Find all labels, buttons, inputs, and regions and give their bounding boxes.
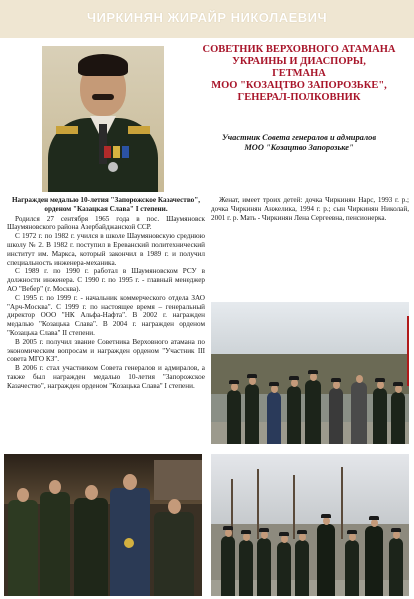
bio-paragraph: В 2005 г. получил звание Советника Верховного атамана по экономическим вопросам и награжден орденом "Участник III совета МГО КЗ".: [7, 337, 205, 364]
person-figure: [345, 540, 359, 596]
person-figure: [257, 538, 271, 596]
person-figure: [287, 386, 301, 444]
person-figure: [40, 492, 70, 596]
bio-paragraph: С 1989 г. по 1990 г. работал в Шаумяновском РСУ в должности инженера. С 1990 г. по 1995 г. - главный менеджер АО "Вебер" (г. Москва).: [7, 267, 205, 293]
audience-group: [154, 460, 202, 500]
person-figure: [239, 540, 253, 596]
biography-column: [7, 196, 205, 391]
person-figure: [365, 526, 383, 596]
sky-area: [211, 454, 409, 524]
person-figure: [391, 392, 405, 444]
award-heading: Награжден медалью 10-летия "Запорожское Казачество", орденом "Казацкая Слава" I степени.: [11, 196, 201, 213]
photo-parade-formation: [211, 454, 409, 596]
council-membership: [196, 133, 402, 153]
rank-title-line: МОО "КОЗАЦТВО ЗАПОРОЗЬКЕ",: [211, 80, 387, 91]
bare-tree: [341, 467, 343, 539]
person-figure: [245, 384, 259, 444]
flag-red: [407, 316, 409, 386]
rank-title-line: СОВЕТНИК ВЕРХОВНОГО АТАМАНА: [202, 44, 396, 55]
rank-title-line: ГЕТМАНА: [272, 68, 326, 79]
bio-paragraph: С 1995 г. по 1999 г. - начальник коммерческого отдела ЗАО "Арч-Москва". С 1999 г. по настоящее время – генеральный директор ООО "НК Альфа-Нафта". В 2002 г. награжден медалью "Козацька Слава". В 2004 г. награжден орденом "Козацька Слава" II степени.: [7, 293, 205, 337]
person-figure: [277, 542, 291, 596]
rank-title-line: ГЕНЕРАЛ-ПОЛКОВНИК: [237, 92, 361, 103]
medal-icon: [104, 146, 111, 158]
family-paragraph: Женат, имеет троих детей: дочка Чиркинян Нарс, 1993 г. р.; дочка Чиркинян Анжелика, 1994 г. р.; сын Чиркинян Николай, 2001 г. р. Мать - Чиркинян Лена Сергеевна, пенсионерка.: [211, 196, 409, 222]
person-figure: [227, 390, 241, 444]
photo-seated-officers: [4, 454, 202, 596]
epaulet-right: [128, 126, 150, 134]
family-column: [211, 196, 409, 222]
person-figure: [389, 538, 403, 596]
hair-shape: [78, 54, 128, 76]
person-figure: [267, 392, 281, 444]
necktie: [99, 124, 107, 164]
person-figure: [329, 388, 343, 444]
medal-icon: [122, 146, 129, 158]
bio-paragraph: С 1972 г. по 1982 г. учился в школе Шаумяновскую среднюю школу № 2. В 1982 г. поступил в Ереванский политехнический институт им. Маркса, который закончил в 1989 г. и получил специальность инженера-механика.: [7, 232, 205, 267]
council-line: МОО "Козацтво Запорозьке": [244, 143, 354, 152]
person-figure: [221, 536, 235, 596]
moustache-shape: [92, 94, 114, 100]
bare-tree: [293, 475, 295, 539]
medal-icon: [113, 146, 120, 158]
person-figure: [305, 380, 321, 444]
council-line: Участник Совета генералов и адмиралов: [221, 133, 377, 142]
person-figure: [154, 512, 194, 596]
person-figure: [8, 500, 38, 596]
order-star-icon: [108, 162, 118, 172]
bio-paragraph: В 2006 г. стал участником Совета генералов и адмиралов, а также был награжден медалью 10-летия "Запорожское Казачество", награжден орденом "Козацька Слава" I степени.: [7, 364, 205, 390]
photo-parade-trees: [211, 302, 409, 444]
person-figure: [295, 540, 309, 596]
person-figure: [373, 388, 387, 444]
bio-paragraph: Родился 27 сентября 1965 года в пос. Шаумяновск Шаумяновского района Азербайджанской ССР.: [7, 214, 205, 232]
rank-title: [196, 44, 402, 104]
person-figure: [74, 498, 108, 596]
rank-title-line: УКРАИНЫ И ДИАСПОРЫ,: [232, 56, 366, 67]
person-figure: [351, 382, 367, 444]
portrait-photo: [42, 46, 164, 192]
page-title: ЧИРКИНЯН ЖИРАЙР НИКОЛАЕВИЧ: [86, 10, 328, 25]
medal-icon: [124, 538, 134, 548]
epaulet-left: [56, 126, 78, 134]
person-figure: [317, 524, 335, 596]
